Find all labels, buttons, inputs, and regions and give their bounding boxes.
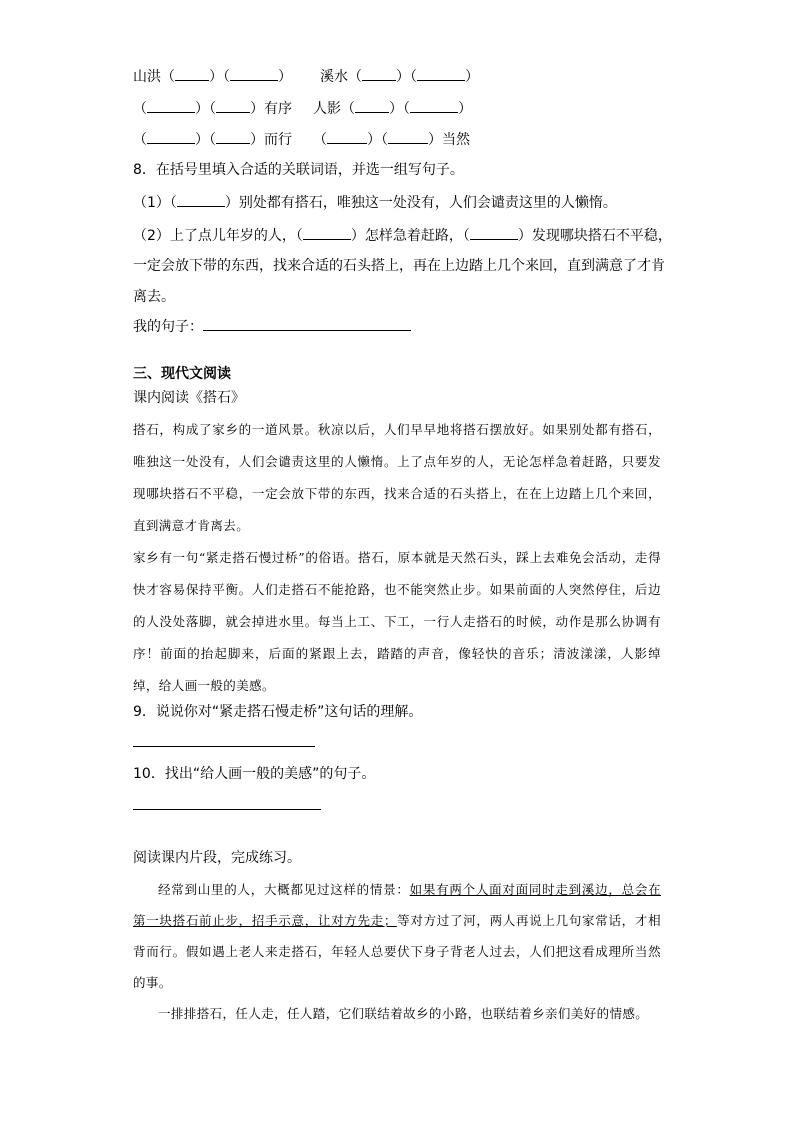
reading-passage <box>133 414 661 702</box>
q7-row-1: 山洪（ ）（ ） <box>133 66 292 87</box>
passage-paragraph-2: 家乡有一句“紧走搭石慢过桥”的俗语。搭石，原本就是天然石头，踩上去难免会活动，走得快才容易保持平衡。人们走搭石不能抢路，也不能突然止步。如果前面的人突然停住，后边的人没处落脚，就会掉进水里。每当上工、下工，一行人走搭石的时候，动作是那么协调有序！前面的抬起脚来，后面的紧跟上去，踏踏的声音，像轻快的音乐；清波漾漾，人影绰绰，给人画一般的美感。 <box>133 550 661 693</box>
blank[interactable] <box>177 192 225 207</box>
passage-2-paragraph-1: 经常到山里的人，大概都见过这样的情景：如果有两个人面对面同时走到溪边，总会在第一块搭石前止步，招手示意，让对方先走；等对方过了河，两人再说上几句家常话，才相背而行。假如遇上老人来走搭石，年轻人总要伏下身子背老人过去，人们把这看成理所当然的事。 <box>133 882 661 990</box>
blank[interactable] <box>388 129 428 144</box>
underlined-sentence: 如果有两个人面对面同时走到溪边，总会在第一块搭石前止步，招手示意，让对方先走； <box>133 882 661 928</box>
passage-paragraph-1: 搭石，构成了家乡的一道风景。秋凉以后，人们早早地将搭石摆放好。如果别处都有搭石，唯独这一处没有，人们会谴责这里的人懒惰。上了点年岁的人，无论怎样急着赶路，只要发现哪块搭石不平稳，一定会放下带的东西，找来合适的石头搭上，在在上边踏上几个来回，直到满意才肯离去。 <box>133 422 661 533</box>
blank[interactable] <box>470 225 518 240</box>
q7-row-3-col2: （ ）（ ）当然 <box>313 129 470 150</box>
q7-row-1-col2: 溪水（ ）（ ） <box>320 66 479 87</box>
blank[interactable] <box>355 98 389 113</box>
q7-row-2-col2: 人影（ ）（ ） <box>313 98 472 119</box>
q7-row-2: （ ）（ ）有序 <box>133 98 292 119</box>
question-10: 10．找出“给人画一般的美感”的句子。 <box>133 766 376 782</box>
q8-my-sentence: 我的句子： <box>133 316 411 337</box>
word-xishui: 溪水 <box>320 69 348 85</box>
blank[interactable] <box>303 225 351 240</box>
q10-answer-line[interactable] <box>133 809 321 810</box>
blank[interactable] <box>362 66 396 81</box>
word-shanhong: 山洪 <box>133 69 161 85</box>
reading-passage-2 <box>133 874 661 1029</box>
q7-row-3: （ ）（ ）而行 <box>133 129 292 150</box>
blank[interactable] <box>417 66 465 81</box>
blank[interactable] <box>327 129 367 144</box>
q8-title: 8．在括号里填入合适的关联词语，并选一组写句子。 <box>133 162 464 178</box>
section-3-subtitle: 课内阅读《搭石》 <box>133 390 245 406</box>
blank[interactable] <box>175 66 209 81</box>
passage-2-paragraph-2: 一排排搭石，任人走，任人踏，它们联结着故乡的小路，也联结着乡亲们美好的情感。 <box>158 1006 649 1021</box>
blank[interactable] <box>230 66 278 81</box>
reading-intro: 阅读课内片段，完成练习。 <box>133 850 301 866</box>
my-sentence-answer-line[interactable] <box>203 316 411 331</box>
q8-item-1: （1）（ ）别处都有搭石，唯独这一处没有，人们会谴责这里的人懒惰。 <box>133 192 617 213</box>
question-9: 9．说说你对“紧走搭石慢走桥”这句话的理解。 <box>133 704 423 720</box>
blank[interactable] <box>216 98 250 113</box>
blank[interactable] <box>147 98 195 113</box>
q8-item-2-line2: 一定会放下带的东西，找来合适的石头搭上，再在上边踏上几个来回，直到满意了才肯 <box>133 258 665 274</box>
q9-answer-line[interactable] <box>133 746 315 747</box>
q8-item-2-line3: 离去。 <box>133 289 175 305</box>
section-3-title: 三、现代文阅读 <box>133 366 231 382</box>
blank[interactable] <box>147 129 195 144</box>
blank[interactable] <box>216 129 250 144</box>
q8-item-2: （2）上了点儿年岁的人，（ ）怎样急着赶路，（ ）发现哪块搭石不平稳， <box>133 225 672 246</box>
blank[interactable] <box>410 98 458 113</box>
